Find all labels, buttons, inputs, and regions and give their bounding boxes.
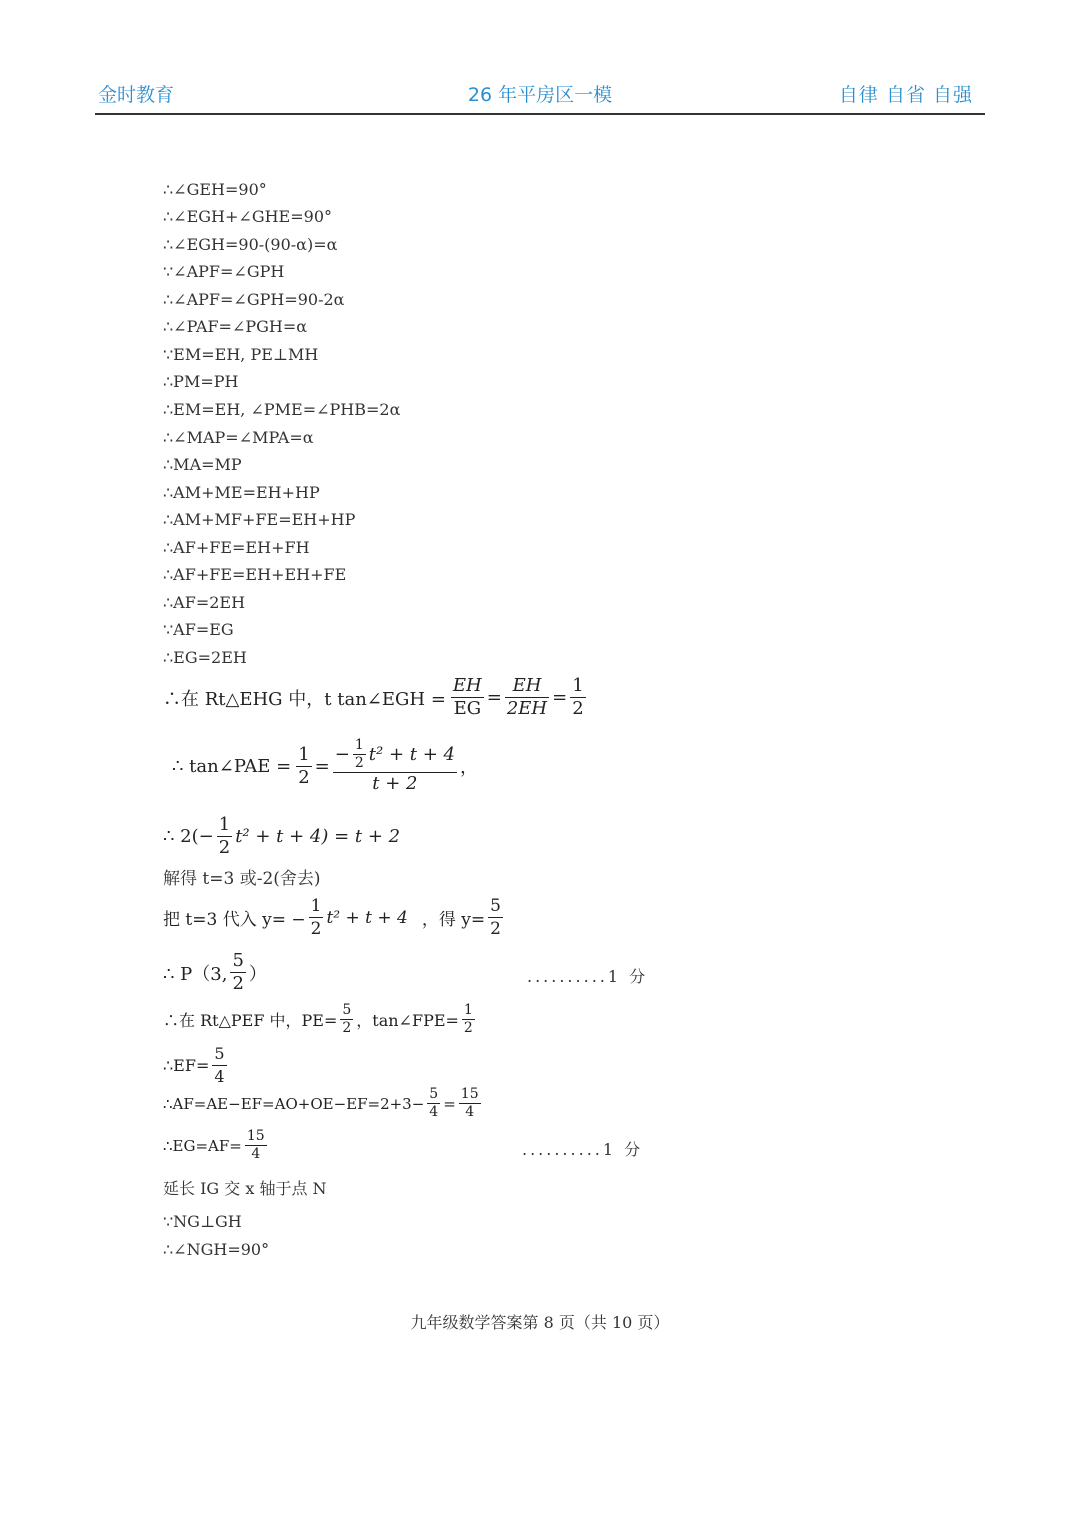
fraction: $\frac{5}{4}$ [429, 1086, 439, 1120]
ef-line: ∴EF= $\frac{5}{4}$ [163, 1044, 225, 1086]
header-divider [95, 113, 985, 115]
fraction: $\frac{1}{2}$ [218, 814, 231, 858]
header-motto: 自律 自省 自强 [838, 84, 973, 106]
rt-pef-line: ∴在 Rt△PEF 中，PE= $\frac{5}{2}$ ，tan∠FPE= $\frac{1}{2}$ [163, 1002, 473, 1036]
fraction: $\frac{EH}{2EH}$ [506, 675, 548, 719]
header-brand: 金时教育 [98, 84, 175, 106]
fraction: $\frac{15}{4}$ [246, 1128, 265, 1162]
fraction: $\frac{5}{2}$ [490, 896, 501, 939]
proof-line: ∴AM+MF+FE=EH+HP [163, 510, 356, 529]
tan-pae-equation: ∴ tan∠PAE = $\frac{1}{2}$ = − $\frac{1}{2}$ t² + t + 4 t + 2 ， [172, 737, 478, 794]
proof-line: ∴∠EGH=90-(90-α)=α [163, 235, 338, 254]
tan-egh-prefix: ∴在 Rt△EHG 中，t tan∠EGH = [163, 688, 446, 710]
page-footer: 九年级数学答案第 8 页（共 10 页） [410, 1313, 670, 1332]
point-p-line: ∴ P（3, $\frac{5}{2}$ ） [163, 950, 267, 994]
proof-line: ∴∠MAP=∠MPA=α [163, 428, 314, 447]
page-header [95, 78, 985, 114]
solve-line: 解得 t=3 或-2(舍去) [163, 869, 321, 889]
proof-line: ∴∠APF=∠GPH=90-2α [163, 290, 345, 309]
eg-line: ∴EG=AF= $\frac{15}{4}$ [163, 1128, 265, 1162]
proof-line: ∴EM=EH, ∠PME=∠PHB=2α [163, 400, 401, 419]
proof-line: ∵NG⊥GH [163, 1212, 242, 1231]
proof-line: ∴∠PAF=∠PGH=α [163, 317, 308, 336]
score-mark: ..........1 分 [527, 967, 649, 986]
fraction: $\frac{5}{4}$ [214, 1044, 225, 1086]
proof-line: ∴AF+FE=EH+EH+FE [163, 565, 347, 584]
proof-line: ∴∠NGH=90° [163, 1240, 270, 1259]
proof-line: ∵EM=EH, PE⊥MH [163, 345, 319, 364]
fraction: − $\frac{1}{2}$ t² + t + 4 t + 2 [334, 737, 455, 794]
fraction: $\frac{15}{4}$ [460, 1086, 479, 1120]
proof-line: ∴AF+FE=EH+FH [163, 538, 310, 557]
fraction: $\frac{1}{2}$ [463, 1002, 473, 1036]
proof-line: ∴EG=2EH [163, 648, 247, 667]
proof-line: ∴∠GEH=90° [163, 180, 267, 199]
fraction: $\frac{EH}{EG}$ [452, 675, 482, 719]
fraction: $\frac{1}{2}$ [298, 743, 310, 788]
proof-line: ∴AF=2EH [163, 593, 246, 612]
proof-line: ∴∠EGH+∠GHE=90° [163, 207, 332, 226]
fraction: $\frac{1}{2}$ [310, 896, 322, 939]
proof-line: ∵AF=EG [163, 620, 234, 639]
header-exam-title: 26 年平房区一模 [467, 84, 613, 106]
proof-line: ∴AM+ME=EH+HP [163, 483, 320, 502]
fraction: $\frac{1}{2}$ [572, 675, 584, 719]
score-mark: ..........1 分 [522, 1140, 644, 1159]
tan-egh-equation: ∴在 Rt△EHG 中，t tan∠EGH = $\frac{EH}{EG}$ = $\frac{EH}{2EH}$ = $\frac{1}{2}$ [163, 675, 584, 719]
substitute-line: 把 t=3 代入 y= − $\frac{1}{2}$ t² + t + 4 ，得 y= $\frac{5}{2}$ [163, 896, 501, 939]
proof-line: 延长 IG 交 x 轴于点 N [163, 1179, 327, 1198]
proof-line: ∴MA=MP [163, 455, 242, 474]
equation-line: ∴ 2(− $\frac{1}{2}$ t² + t + 4) = t + 2 [163, 814, 401, 858]
proof-line: ∵∠APF=∠GPH [163, 262, 285, 281]
fraction: $\frac{5}{2}$ [342, 1002, 352, 1036]
fraction: $\frac{5}{2}$ [232, 950, 244, 994]
proof-line: ∴PM=PH [163, 372, 239, 391]
af-line: ∴AF=AE−EF=AO+OE−EF=2+3− $\frac{5}{4}$ = $\frac{15}{4}$ [163, 1086, 479, 1120]
